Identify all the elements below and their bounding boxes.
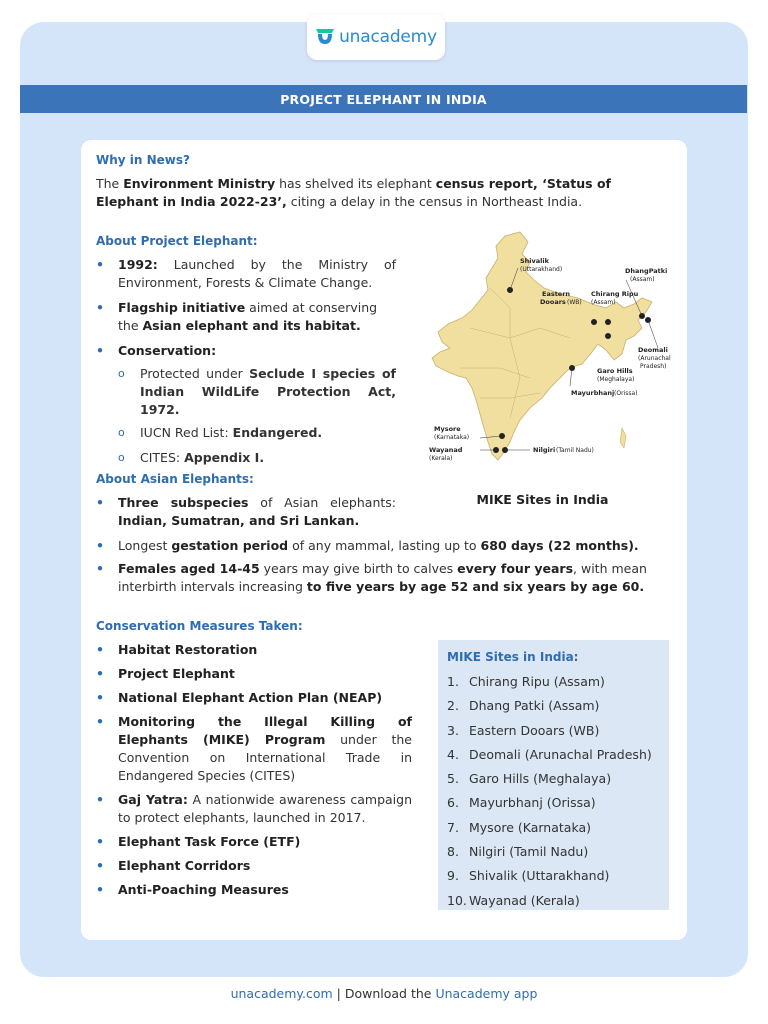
garo-hills-pin xyxy=(605,333,611,339)
shivalik-state-label: (Uttarakhand) xyxy=(520,266,563,273)
garo-state-label: (Meghalaya) xyxy=(597,376,635,383)
bullet-icon: • xyxy=(96,561,104,576)
bullet-icon: • xyxy=(96,343,104,358)
dooars-label: Dooars xyxy=(540,298,566,306)
garo-label: Garo Hills xyxy=(597,367,633,375)
conservation-list xyxy=(96,641,412,899)
sub-list-item: o CITES: Appendix I. xyxy=(118,450,265,465)
mayurbhanj-label: Mayurbhanj xyxy=(571,389,615,397)
india-mike-sites-map xyxy=(410,228,680,486)
list-item: • Flagship initiative aimed at conserving the Asian elephant and its habitat. xyxy=(96,300,378,333)
page-title: PROJECT ELEPHANT IN INDIA xyxy=(20,85,747,113)
list-item: • National Elephant Action Plan (NEAP) xyxy=(96,690,383,705)
bullet-icon: • xyxy=(96,666,104,681)
circle-bullet-icon: o xyxy=(118,367,125,380)
bullet-icon: • xyxy=(96,882,104,897)
list-item: • Three subspecies of Asian elephants: Indian, Sumatran, and Sri Lankan. xyxy=(96,495,396,528)
bullet-icon: • xyxy=(96,792,104,807)
list-item: • Habitat Restoration xyxy=(96,642,258,657)
deomali-state2-label: Pradesh) xyxy=(640,363,667,370)
list-item: 7. Mysore (Karnataka) xyxy=(447,819,592,835)
mysore-state-label: (Karnataka) xyxy=(434,434,470,441)
dooars-state-label: (WB) xyxy=(567,299,582,306)
bullet-icon: • xyxy=(96,690,104,705)
list-item: 6. Mayurbhanj (Orissa) xyxy=(447,795,596,811)
about-asian-list-b xyxy=(96,537,676,596)
list-item: • Gaj Yatra: A nationwide awareness campaign to protect elephants, launched in 2017. xyxy=(96,792,412,825)
sub-list-item: o Protected under Seclude I species of Indian WildLife Protection Act, 1972. xyxy=(118,366,396,417)
deomali-state1-label: (Arunachal xyxy=(638,355,671,362)
list-item: 10. Wayanad (Kerala) xyxy=(447,892,580,908)
bullet-icon: • xyxy=(96,714,104,729)
bullet-icon: • xyxy=(96,858,104,873)
dhangpatki-label: DhangPatki xyxy=(625,267,668,275)
eastern-label: Eastern xyxy=(542,290,571,298)
list-item: • 1992: Launched by the Ministry of Environment, Forests & Climate Change. xyxy=(96,257,396,290)
sub-list-item: o IUCN Red List: Endangered. xyxy=(118,425,323,440)
chirang-ripu-pin xyxy=(605,319,611,325)
unacademy-logo-icon xyxy=(315,28,335,46)
brand-logo[interactable] xyxy=(307,14,445,60)
about-asian-heading: About Asian Elephants: xyxy=(96,472,254,486)
list-item: • Anti-Poaching Measures xyxy=(96,882,289,897)
about-asian-list-a xyxy=(96,494,396,530)
shivalik-label: Shivalik xyxy=(520,257,549,265)
list-item: • Elephant Task Force (ETF) xyxy=(96,834,301,849)
wayanad-state-label: (Kerala) xyxy=(429,455,453,462)
bullet-icon: • xyxy=(96,642,104,657)
list-item: 1. Chirang Ripu (Assam) xyxy=(447,674,605,689)
chirang-label: Chirang Ripu xyxy=(591,290,639,298)
list-item: • Elephant Corridors xyxy=(96,858,251,873)
chirang-state-label: (Assam) xyxy=(591,299,616,306)
list-item: • Longest gestation period of any mammal, lasting up to 680 days (22 months). xyxy=(96,538,639,553)
about-project-heading: About Project Elephant: xyxy=(96,234,258,248)
list-item: 8. Nilgiri (Tamil Nadu) xyxy=(447,844,589,860)
mayurbhanj-state-label: (Orissa) xyxy=(614,390,638,397)
eastern-dooars-pin xyxy=(591,319,597,325)
nilgiri-state-label: (Tamil Nadu) xyxy=(556,447,594,454)
mike-sites-box xyxy=(438,640,669,910)
about-project-list xyxy=(96,256,396,467)
list-item: 5. Garo Hills (Meghalaya) xyxy=(447,771,612,787)
circle-bullet-icon: o xyxy=(118,426,125,439)
list-item: 4. Deomali (Arunachal Pradesh) xyxy=(447,746,652,762)
bullet-icon: • xyxy=(96,834,104,849)
footer xyxy=(0,986,768,1001)
list-item: • Conservation: xyxy=(96,343,217,358)
wayanad-label: Wayanad xyxy=(429,446,463,454)
bullet-icon: • xyxy=(96,300,104,315)
map-caption: MIKE Sites in India xyxy=(476,492,609,507)
bullet-icon: • xyxy=(96,495,104,510)
footer-separator: | Download the xyxy=(332,986,436,1001)
list-item: • Females aged 14-45 years may give birth to calves every four years, with mean interbirth intervals increasing to five years by age 52 and six years by age 60. xyxy=(96,561,647,594)
brand-name: unacademy xyxy=(339,27,437,47)
conservation-heading: Conservation Measures Taken: xyxy=(96,619,303,633)
circle-bullet-icon: o xyxy=(118,451,125,464)
mike-sites-heading: MIKE Sites in India: xyxy=(447,650,579,664)
nilgiri-label: Nilgiri xyxy=(533,446,556,454)
site-link[interactable]: unacademy.com xyxy=(230,986,333,1001)
list-item: 9. Shivalik (Uttarakhand) xyxy=(447,868,610,884)
list-item: 3. Eastern Dooars (WB) xyxy=(447,722,600,738)
dhangpatki-state-label: (Assam) xyxy=(630,276,655,283)
mysore-label: Mysore xyxy=(434,425,461,433)
mike-sites-list xyxy=(447,670,652,913)
list-item: 2. Dhang Patki (Assam) xyxy=(447,698,600,714)
why-in-news-heading: Why in News? xyxy=(96,153,190,167)
bullet-icon: • xyxy=(96,538,104,553)
deomali-label: Deomali xyxy=(638,346,668,354)
list-item: • Project Elephant xyxy=(96,666,235,681)
why-in-news-text: The Environment Ministry has shelved its elephant census report, ‘Status of Elephant in India 2022-23’, citing a delay in the census in Northeast India. xyxy=(96,176,611,209)
app-link[interactable]: Unacademy app xyxy=(435,986,538,1001)
list-item: • Monitoring the Illegal Killing of Elephants (MIKE) Program under the Convention on International Trade in Endangered Species (CITES) xyxy=(96,714,412,783)
bullet-icon: • xyxy=(96,257,104,272)
